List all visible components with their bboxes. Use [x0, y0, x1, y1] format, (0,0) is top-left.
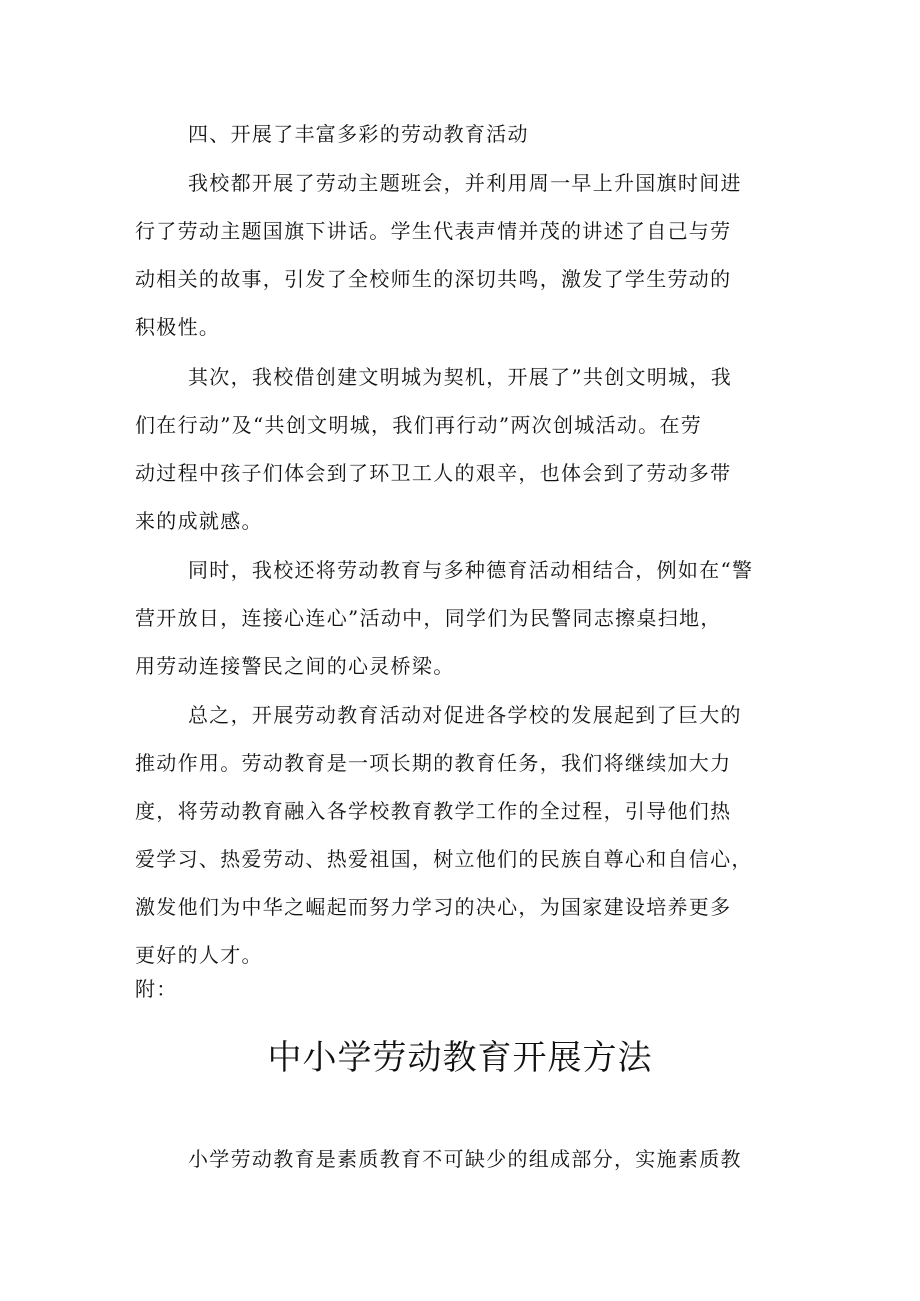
- paragraph-line: 营开放日，连接心连心”活动中，同学们为民警同志擦桌扫地，: [135, 606, 722, 630]
- paragraph-line: 用劳动连接警民之间的心灵桥梁。: [135, 654, 455, 678]
- paragraph-line: 我校都开展了劳动主题班会，并利用周一早上升国旗时间进: [188, 171, 742, 195]
- paragraph-line: 总之，开展劳动教育活动对促进各学校的发展起到了巨大的: [188, 703, 742, 727]
- paragraph-line: 积极性。: [135, 315, 221, 339]
- appendix-title: 中小学劳动教育开展方法: [267, 1038, 653, 1078]
- paragraph-line: 来的成就感。: [135, 509, 263, 533]
- section-heading: 四、开展了丰富多彩的劳动教育活动: [188, 122, 529, 146]
- paragraph-line: 其次，我校借创建文明城为契机，开展了”共创文明城，我: [188, 365, 733, 389]
- paragraph-line: 们在行动”及“共创文明城，我们再行动”两次创城活动。在劳: [135, 413, 703, 437]
- appendix-label: 附：: [135, 977, 178, 1001]
- paragraph-line: 更好的人才。: [135, 943, 263, 967]
- paragraph-line: 度，将劳动教育融入各学校教育教学工作的全过程，引导他们热: [135, 799, 732, 823]
- paragraph-line: 爱学习、热爱劳动、热爱祖国，树立他们的民族自尊心和自信心，: [135, 847, 753, 871]
- paragraph-line: 激发他们为中华之崛起而努力学习的决心，为国家建设培养更多: [135, 895, 732, 919]
- paragraph-line: 同时，我校还将劳动教育与多种德育活动相结合，例如在“警: [188, 558, 754, 582]
- paragraph-line: 动相关的故事，引发了全校师生的深切共鸣，激发了学生劳动的: [135, 267, 732, 291]
- paragraph-line: 推动作用。劳动教育是一项长期的教育任务，我们将继续加大力: [135, 751, 732, 775]
- paragraph-line: 动过程中孩子们体会到了环卫工人的艰辛，也体会到了劳动多带: [135, 461, 732, 485]
- appendix-paragraph-line: 小学劳动教育是素质教育不可缺少的组成部分，实施素质教: [188, 1147, 742, 1171]
- paragraph-line: 行了劳动主题国旗下讲话。学生代表声情并茂的讲述了自己与劳: [135, 219, 732, 243]
